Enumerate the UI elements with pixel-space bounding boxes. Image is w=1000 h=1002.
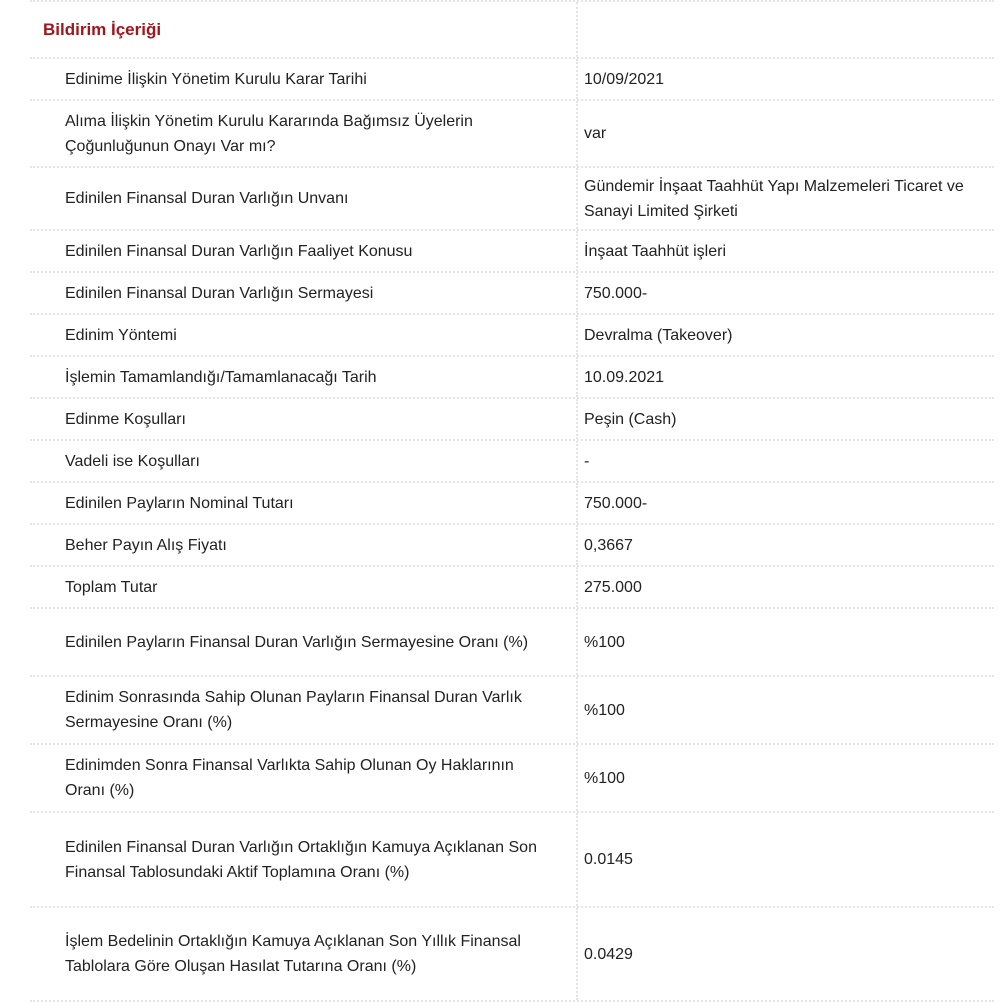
- row-label: Edinilen Payların Finansal Duran Varlığın Sermayesine Oranı (%): [65, 633, 529, 651]
- row-value: Gündemir İnşaat Taahhüt Yapı Malzemeleri Ticaret ve Sanayi Limited Şirketi: [576, 168, 994, 229]
- table-row: [30, 745, 994, 813]
- row-value: İnşaat Taahhüt işleri: [576, 231, 994, 271]
- row-label: Beher Payın Alış Fiyatı: [65, 536, 227, 554]
- row-value: Peşin (Cash): [576, 399, 994, 439]
- section-title: Bildirim İçeriği: [43, 20, 162, 39]
- table-row: [30, 168, 994, 231]
- table-row: [30, 315, 994, 357]
- row-value: %100: [576, 677, 994, 743]
- row-label: Edinim Yöntemi: [65, 326, 177, 344]
- row-value: 750.000-: [576, 273, 994, 313]
- section-header-row: [30, 2, 994, 59]
- row-label: Toplam Tutar: [65, 578, 158, 596]
- row-label: Alıma İlişkin Yönetim Kurulu Kararında Bağımsız Üyelerin Çoğunluğunun Onayı Var mı?: [65, 112, 473, 155]
- row-label: Edinilen Finansal Duran Varlığın Sermayesi: [65, 284, 374, 302]
- table-row: [30, 441, 994, 483]
- row-label: Edinme Koşulları: [65, 410, 186, 428]
- row-label: İşlemin Tamamlandığı/Tamamlanacağı Tarih: [65, 368, 377, 386]
- row-value: 0,3667: [576, 525, 994, 565]
- row-value: 750.000-: [576, 483, 994, 523]
- section-header-value: [576, 2, 994, 57]
- row-label: Edinilen Finansal Duran Varlığın Faaliyet Konusu: [65, 242, 413, 260]
- row-label: İşlem Bedelinin Ortaklığın Kamuya Açıklanan Son Yıllık Finansal Tablolara Göre Oluşan Hasılat Tutarına Oranı (%): [65, 933, 521, 975]
- row-label: Vadeli ise Koşulları: [65, 452, 200, 470]
- row-label: Edinilen Finansal Duran Varlığın Unvanı: [65, 190, 349, 207]
- table-row: [30, 813, 994, 908]
- row-label: Edinime İlişkin Yönetim Kurulu Karar Tarihi: [65, 70, 367, 88]
- row-value: 0.0145: [576, 813, 994, 906]
- table-row: [30, 231, 994, 273]
- table-row: [30, 677, 994, 745]
- table-row: [30, 525, 994, 567]
- table-row: [30, 399, 994, 441]
- row-value: 275.000: [576, 567, 994, 607]
- disclosure-table: [30, 0, 994, 1002]
- table-row: [30, 273, 994, 315]
- row-value: 0.0429: [576, 908, 994, 1000]
- row-value: %100: [576, 745, 994, 811]
- table-row: [30, 567, 994, 609]
- table-row: [30, 59, 994, 101]
- row-label: Edinimden Sonra Finansal Varlıkta Sahip Olunan Oy Haklarının Oranı (%): [65, 757, 514, 799]
- table-row: [30, 483, 994, 525]
- row-label: Edinilen Finansal Duran Varlığın Ortaklığın Kamuya Açıklanan Son Finansal Tablosundaki Aktif Toplamına Oranı (%): [65, 838, 537, 881]
- table-row: [30, 908, 994, 1002]
- row-label: Edinim Sonrasında Sahip Olunan Payların Finansal Duran Varlık Sermayesine Oranı (%): [65, 689, 522, 731]
- table-row: [30, 357, 994, 399]
- row-value: var: [576, 101, 994, 166]
- table-row: [30, 609, 994, 677]
- row-label: Edinilen Payların Nominal Tutarı: [65, 494, 294, 512]
- table-row: [30, 101, 994, 168]
- row-value: 10/09/2021: [576, 59, 994, 99]
- row-value: Devralma (Takeover): [576, 315, 994, 355]
- row-value: %100: [576, 609, 994, 675]
- row-value: 10.09.2021: [576, 357, 994, 397]
- row-value: -: [576, 441, 994, 481]
